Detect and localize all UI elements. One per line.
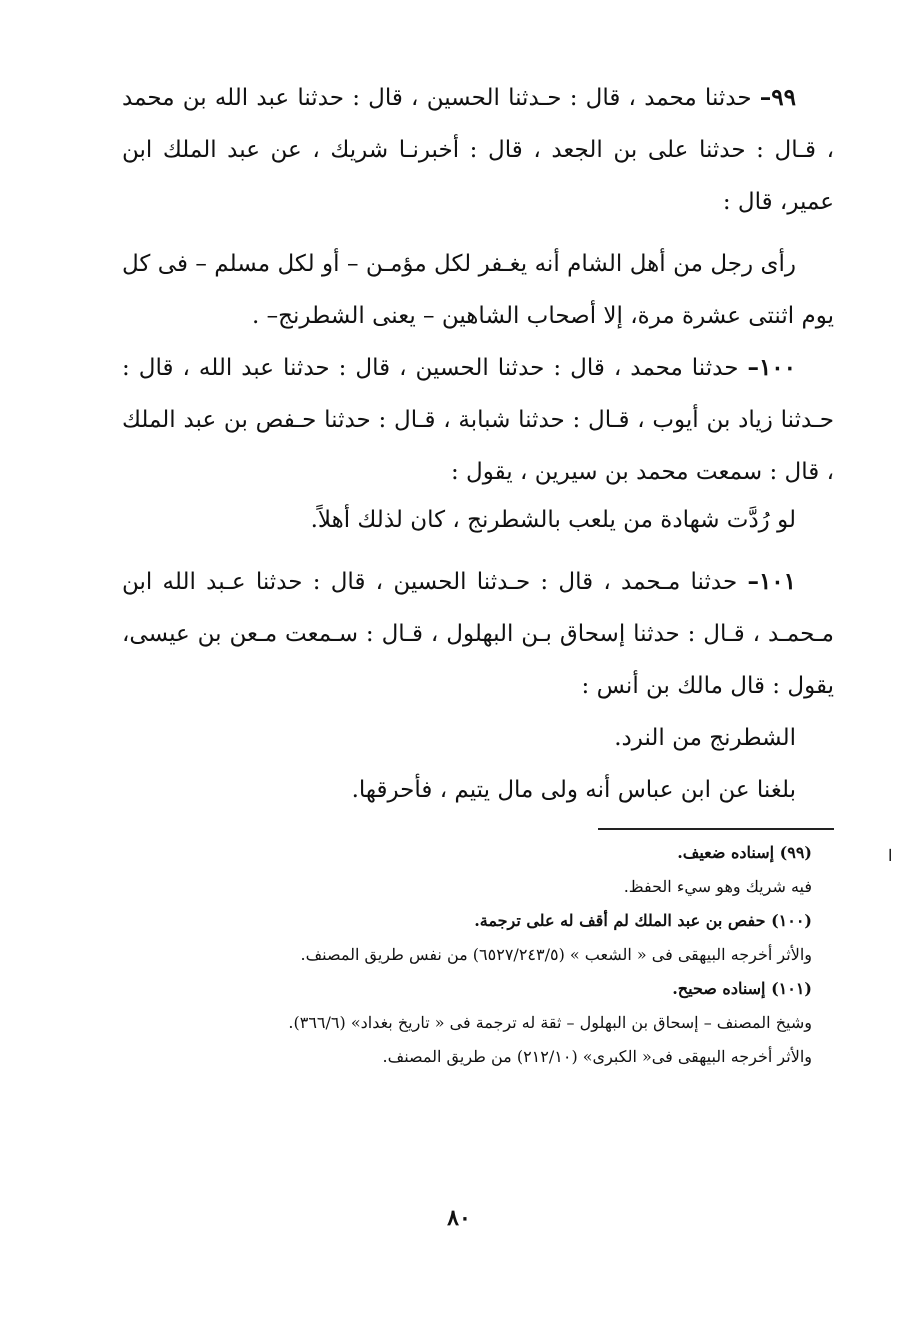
footnote-101-text-1: وشيخ المصنف – إسحاق بن البهلول – ثقة له ترجمة فى « تاريخ بغداد» (٣٦٦/٦). xyxy=(288,1013,812,1032)
page-number: ٨٠ xyxy=(447,1205,471,1231)
footnote-101-title: (١٠١) إسناده صحيح. xyxy=(672,979,812,998)
hadith-100-isnad xyxy=(122,342,834,498)
main-text-6 xyxy=(122,712,834,816)
main-text xyxy=(122,72,834,228)
hadith-100-matn: لو رُدَّت شهادة من يلعب بالشطرنج ، كان لذلك أهلاً. xyxy=(310,507,796,533)
margin-mark: ا xyxy=(888,846,893,865)
main-text-4 xyxy=(122,494,834,546)
footnote-99-title: (٩٩) إسناده ضعيف. xyxy=(677,843,812,862)
hadith-99-isnad-text: حدثنا محمد ، قال : حـدثنا الحسين ، قال : حدثنا عبد الله بن محمد ، قـال : حدثنا على بن الجعد ، قال : أخبرنـا شريك ، عن عبد الملك ابن عمير، قال : xyxy=(122,85,834,215)
hadith-100-number: ١٠٠– xyxy=(747,354,796,381)
hadith-99-number: ٩٩– xyxy=(759,84,796,111)
hadith-101-matn-2: بلغنا عن ابن عباس أنه ولى مال يتيم ، فأحرقها. xyxy=(351,777,796,803)
main-text-3 xyxy=(122,342,834,498)
hadith-99-matn: رأى رجل من أهل الشام أنه يغـفر لكل مؤمـن – أو لكل مسلم – فى كل يوم اثنتى عشرة مرة، إلا أصحاب الشاهين – يعنى الشطرنج– . xyxy=(122,251,834,329)
footnote-100-title: (١٠٠) حفص بن عبد الملك لم أقف له على ترجمة. xyxy=(474,911,812,930)
footnotes xyxy=(200,836,812,1074)
hadith-101-isnad-text: حدثنا مـحمد ، قال : حـدثنا الحسين ، قال : حدثنا عـبد الله ابن مـحمـد ، قـال : حدثنا إسحاق بـن البهلول ، قـال : سـمعت مـعن بن عيسى، يقول : قال مالك بن أنس : xyxy=(122,569,834,699)
main-text-5 xyxy=(122,556,834,712)
footnote-99-text: فيه شريك وهو سيء الحفظ. xyxy=(623,877,812,896)
footnote-100-text: والأثر أخرجه البيهقى فى « الشعب » (٦٥٢٧/٢٤٣/٥) من نفس طريق المصنف. xyxy=(300,945,812,964)
hadith-99-isnad xyxy=(122,72,834,228)
hadith-101-matn-1: الشطرنج من النرد. xyxy=(614,725,796,751)
hadith-101-number: ١٠١– xyxy=(747,568,796,595)
hadith-100-isnad-text: حدثنا محمد ، قال : حدثنا الحسين ، قال : حدثنا عبد الله ، قال : حـدثنا زياد بن أيوب ، قـال : حدثنا شبابة ، قـال : حدثنا حـفص بن عبد الملك ، قال : سمعت محمد بن سيرين ، يقول : xyxy=(122,355,834,485)
footnote-101-text-2: والأثر أخرجه البيهقى فى« الكبرى» (٢١٢/١٠) من طريق المصنف. xyxy=(382,1047,812,1066)
hadith-101-isnad xyxy=(122,556,834,712)
footnote-separator xyxy=(598,828,834,830)
main-text-2 xyxy=(122,238,834,342)
